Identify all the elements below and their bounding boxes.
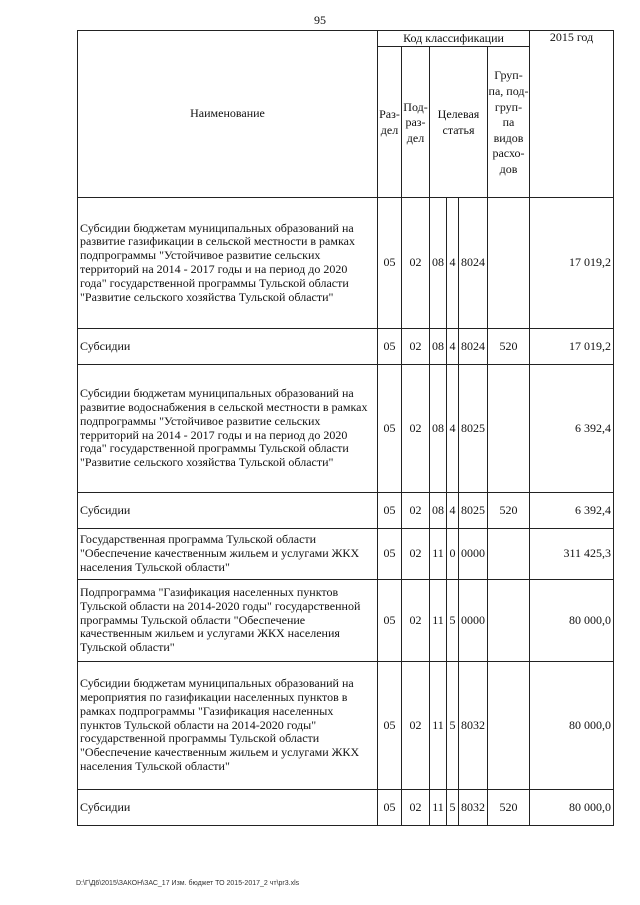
row-article-program: 08 (430, 198, 447, 329)
row-section: 05 (378, 329, 402, 365)
row-name: Субсидии бюджетам муниципальных образований на развитие газификации в сельской местности в рамках подпрограммы "Устойчивое развитие сельских территорий на 2014 - 2017 годы и на период до 2020 года" государственной программы Тульской области "Развитие сельского хозяйства Тульской области" (78, 198, 378, 329)
row-article-direction: 8032 (459, 662, 488, 790)
row-article-subprogram: 0 (447, 529, 459, 580)
row-article-program: 11 (430, 790, 447, 826)
row-article-direction: 8024 (459, 198, 488, 329)
row-article-subprogram: 4 (447, 198, 459, 329)
budget-table (77, 30, 614, 826)
row-section: 05 (378, 493, 402, 529)
row-subsection: 02 (402, 662, 430, 790)
row-article-program: 11 (430, 662, 447, 790)
row-amount: 6 392,4 (530, 365, 614, 493)
row-section: 05 (378, 662, 402, 790)
row-name: Субсидии бюджетам муниципальных образований на мероприятия по газификации населенных пунктов в рамках подпрограммы "Газификация населенных пунктов Тульской области на 2014-2020 годы" государственной программы Тульской области "Обеспечение качественным жильем и услугами ЖКХ населения Тульской области" (78, 662, 378, 790)
row-expense-group: 520 (488, 329, 530, 365)
row-subsection: 02 (402, 790, 430, 826)
row-subsection: 02 (402, 529, 430, 580)
row-name: Подпрограмма "Газификация населенных пунктов Тульской области на 2014-2020 годы" государственной программы Тульской области "Обеспечение качественным жильем и услугами ЖКХ населения Тульской области" (78, 580, 378, 662)
row-article-program: 08 (430, 365, 447, 493)
row-article-program: 08 (430, 493, 447, 529)
row-expense-group (488, 365, 530, 493)
row-article-subprogram: 4 (447, 329, 459, 365)
header-name: Наименование (78, 31, 378, 198)
row-article-subprogram: 5 (447, 790, 459, 826)
header-classification: Код классификации (378, 31, 530, 47)
header-subsection: Под- раз- дел (402, 47, 430, 198)
row-expense-group: 520 (488, 790, 530, 826)
row-expense-group (488, 580, 530, 662)
row-amount: 17 019,2 (530, 329, 614, 365)
row-article-direction: 8024 (459, 329, 488, 365)
row-section: 05 (378, 529, 402, 580)
row-article-program: 11 (430, 580, 447, 662)
row-amount: 6 392,4 (530, 493, 614, 529)
row-article-program: 11 (430, 529, 447, 580)
row-section: 05 (378, 790, 402, 826)
row-article-direction: 0000 (459, 580, 488, 662)
row-section: 05 (378, 580, 402, 662)
header-target-article: Целевая статья (430, 47, 488, 198)
row-article-direction: 8025 (459, 493, 488, 529)
row-amount: 311 425,3 (530, 529, 614, 580)
row-name: Субсидии (78, 790, 378, 826)
row-expense-group: 520 (488, 493, 530, 529)
row-expense-group (488, 198, 530, 329)
row-name: Субсидии бюджетам муниципальных образований на развитие водоснабжения в сельской местности в рамках подпрограммы "Устойчивое развитие сельских территорий на 2014 - 2017 годы и на период до 2020 года" государственной программы Тульской области "Развитие сельского хозяйства Тульской области" (78, 365, 378, 493)
row-article-subprogram: 4 (447, 493, 459, 529)
row-article-subprogram: 4 (447, 365, 459, 493)
row-amount: 17 019,2 (530, 198, 614, 329)
header-expense-group: Груп- па, под- груп- па видов расхо- дов (488, 47, 530, 198)
row-expense-group (488, 662, 530, 790)
header-year: 2015 год (530, 31, 614, 198)
row-subsection: 02 (402, 365, 430, 493)
row-name: Субсидии (78, 493, 378, 529)
row-expense-group (488, 529, 530, 580)
row-article-direction: 8032 (459, 790, 488, 826)
row-section: 05 (378, 365, 402, 493)
header-section: Раз- дел (378, 47, 402, 198)
row-article-subprogram: 5 (447, 580, 459, 662)
row-article-subprogram: 5 (447, 662, 459, 790)
row-section: 05 (378, 198, 402, 329)
row-amount: 80 000,0 (530, 790, 614, 826)
row-subsection: 02 (402, 198, 430, 329)
file-path-footer: D:\Г\Д6\2015\ЗАКОН\ЗАС_17 Изм. бюджет ТО 2015-2017_2 чт\pr3.xls (76, 880, 300, 887)
row-name: Государственная программа Тульской области "Обеспечение качественным жильем и услугами ЖКХ населения Тульской области" (78, 529, 378, 580)
row-amount: 80 000,0 (530, 580, 614, 662)
row-subsection: 02 (402, 329, 430, 365)
row-article-direction: 8025 (459, 365, 488, 493)
row-subsection: 02 (402, 580, 430, 662)
row-article-program: 08 (430, 329, 447, 365)
row-subsection: 02 (402, 493, 430, 529)
page-number: 95 (314, 13, 326, 27)
row-article-direction: 0000 (459, 529, 488, 580)
row-amount: 80 000,0 (530, 662, 614, 790)
row-name: Субсидии (78, 329, 378, 365)
